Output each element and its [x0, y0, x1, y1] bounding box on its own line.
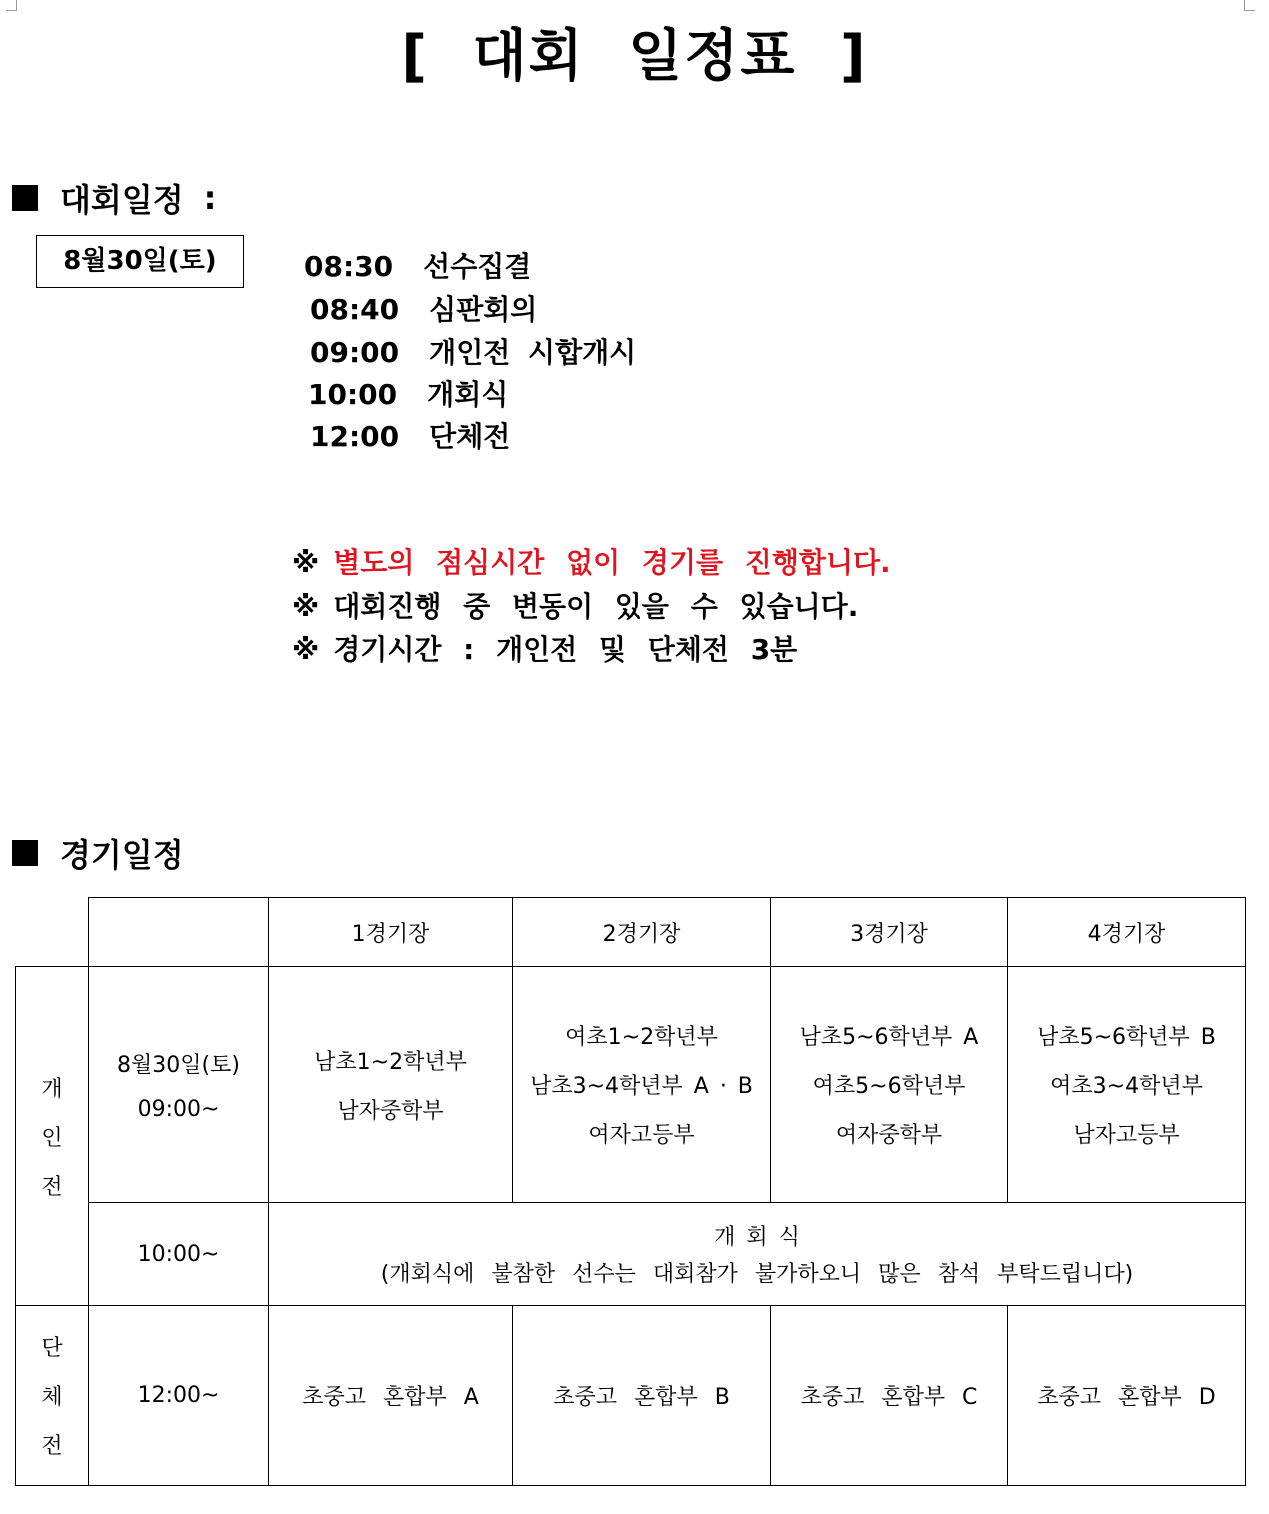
note-changes	[292, 585, 858, 625]
team-label-char: 전	[41, 1434, 63, 1459]
individual-label-char: 인	[41, 1125, 63, 1151]
header-venue-4: 4경기장	[1008, 898, 1246, 967]
team-label-cell	[16, 1306, 89, 1486]
match-schedule-table	[15, 897, 1246, 1486]
team-label-char: 단	[41, 1336, 63, 1361]
table-row-team	[16, 1306, 1246, 1486]
individual-label-char: 개	[41, 1076, 63, 1102]
individual-datetime-cell	[89, 967, 269, 1203]
reference-mark-icon: ※	[292, 633, 320, 666]
header-blank-cell	[16, 898, 89, 967]
division-label: 남초5~6학년부 B	[1037, 1025, 1216, 1050]
table-row-individual	[16, 967, 1246, 1203]
opening-note: (개회식에 불참한 선수는 대회참가 불가하오니 많은 참석 부탁드립니다)	[380, 1262, 1134, 1287]
table-header-row	[16, 898, 1246, 967]
black-square-icon	[12, 185, 38, 211]
individual-label-cell	[16, 967, 89, 1306]
note-text: 별도의 점심시간 없이 경기를 진행합니다.	[333, 546, 891, 579]
individual-date: 8월30일(토)	[117, 1052, 240, 1078]
note-text: 경기시간 : 개인전 및 단체전 3분	[333, 633, 798, 666]
individual-venue-2	[513, 967, 771, 1203]
opening-time: 10:00~	[89, 1203, 269, 1306]
header-venue-2: 2경기장	[513, 898, 771, 967]
division-label: 남자고등부	[1073, 1123, 1180, 1148]
note-match-time	[292, 628, 797, 668]
schedule-event: 선수집결	[423, 250, 532, 283]
note-lunch	[292, 541, 891, 581]
schedule-event: 개인전 시합개시	[429, 336, 637, 369]
individual-venue-4	[1008, 967, 1246, 1203]
team-venue-1: 초중고 혼합부 A	[269, 1306, 513, 1486]
schedule-time: 08:40	[310, 293, 400, 326]
schedule-event: 개회식	[427, 378, 509, 411]
page-corner-mark-left	[6, 0, 17, 11]
schedule-time: 09:00	[310, 336, 400, 369]
schedule-date-box: 8월30일(토)	[36, 235, 244, 288]
schedule-event: 단체전	[429, 420, 511, 453]
division-label: 여초1~2학년부	[565, 1025, 718, 1050]
schedule-item	[310, 415, 510, 455]
division-label: 남자중학부	[337, 1098, 444, 1124]
opening-title: 개 회 식	[714, 1225, 800, 1250]
individual-venue-3	[771, 967, 1008, 1203]
division-label: 남초5~6학년부 A	[799, 1025, 979, 1050]
division-label: 여초3~4학년부	[1050, 1074, 1203, 1099]
page-corner-mark-right	[1244, 0, 1255, 11]
reference-mark-icon: ※	[292, 590, 320, 623]
individual-label-char: 전	[41, 1174, 63, 1200]
schedule-time: 08:30	[304, 250, 394, 283]
individual-time: 09:00~	[137, 1096, 220, 1122]
individual-venue-1	[269, 967, 513, 1203]
team-venue-4: 초중고 혼합부 D	[1008, 1306, 1246, 1486]
team-time: 12:00~	[89, 1306, 269, 1486]
division-label: 여초5~6학년부	[812, 1074, 966, 1099]
reference-mark-icon: ※	[292, 546, 320, 579]
schedule-time: 10:00	[308, 378, 398, 411]
header-venue-1: 1경기장	[269, 898, 513, 967]
schedule-item	[310, 331, 636, 371]
header-time-cell	[89, 898, 269, 967]
competition-schedule-heading	[12, 175, 216, 221]
schedule-time: 12:00	[310, 420, 400, 453]
black-square-icon	[12, 840, 38, 866]
division-label: 남초1~2학년부	[314, 1049, 467, 1075]
page-title: [ 대회 일정표 ]	[401, 24, 868, 89]
team-label-char: 체	[41, 1385, 63, 1410]
team-venue-2: 초중고 혼합부 B	[513, 1306, 771, 1486]
opening-ceremony-cell	[269, 1203, 1246, 1306]
schedule-item	[310, 288, 537, 328]
schedule-item	[304, 245, 531, 285]
competition-schedule-heading-text: 대회일정	[60, 181, 184, 219]
match-schedule-heading-text: 경기일정	[60, 836, 184, 874]
schedule-item	[308, 373, 508, 413]
division-label: 여자고등부	[588, 1123, 695, 1148]
note-text: 대회진행 중 변동이 있을 수 있습니다.	[333, 590, 859, 623]
division-label: 남초3~4학년부 A · B	[530, 1074, 753, 1099]
match-schedule-heading	[12, 830, 184, 876]
team-venue-3: 초중고 혼합부 C	[771, 1306, 1008, 1486]
table-row-opening	[16, 1203, 1246, 1306]
heading-colon: :	[203, 179, 217, 217]
schedule-event: 심판회의	[429, 293, 538, 326]
division-label: 여자중학부	[835, 1123, 943, 1148]
header-venue-3: 3경기장	[771, 898, 1008, 967]
